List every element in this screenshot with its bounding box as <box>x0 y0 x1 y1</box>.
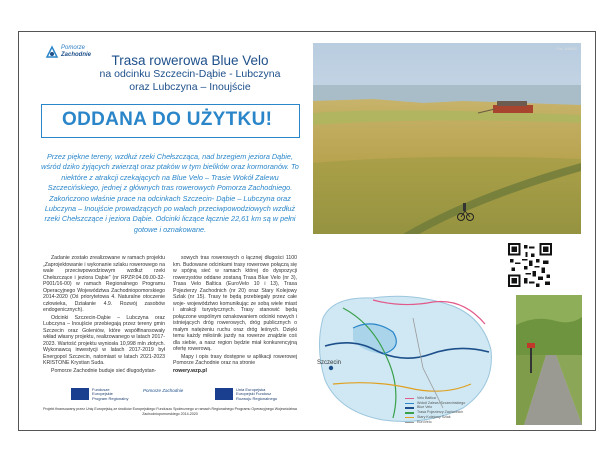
legend-item: Wokół Zalewu Szczecińskiego <box>405 401 465 406</box>
eu1-line1: Fundusze <box>92 387 110 392</box>
col1-paragraph-3: Pomorze Zachodnie buduje sieć długodystan- <box>51 367 157 374</box>
qr-code-icon[interactable] <box>508 243 552 287</box>
information-board <box>18 31 596 431</box>
bike-path-photo <box>516 295 582 425</box>
legend-item: Stary Kolejowy Szlak <box>405 415 465 420</box>
legend-item: Blue Velo <box>405 405 465 410</box>
title-line1: Trasa rowerowa Blue Velo <box>111 53 269 68</box>
headline: ODDANA DO UŻYTKU! <box>62 109 273 130</box>
body-column-1 <box>43 255 165 375</box>
board-title <box>75 53 305 94</box>
photo-credit: Fot. UMWZ <box>556 46 577 51</box>
eu-flag-icon <box>215 388 233 400</box>
region-logo-icon <box>45 45 59 59</box>
col2-paragraph-1: sowych tras rowerowych o łącznej długości 1100 km. Budowane odcinkami trasy rowerowe połączą się w spójną sieć w ramach której do dyspozycji rowerzystów oddane zostaną Trasa Blue Velo (nr 3), Trasa Velo Baltica (EuroVelo 10 i 13), Trasa Pojezierzy Zachodnich (nr 20) oraz Stary Kolejowy Szlak (nr 15). Trasy te będą przebiegały przez całe woje- województwo komunikując ze sobą wiele miast i atrakcji turystycznych. Trasy stanowić będą połączone wspólnym oznakowaniem odcinki nowych i istniejących dróg rowerowych, dróg publicznych o małym natężeniu ruchu oraz dróg leśnych. Dzięki temu każdy miłośnik jazdy na rowerze znajdzie coś dla siebie, a nasz region będzie miał konkurencyjną ofertę rowerową. <box>173 255 297 352</box>
headline-box <box>41 104 300 138</box>
logo-text-line1: Pomorze <box>61 45 86 51</box>
title-line3: oraz Lubczyna – Inoujście <box>129 81 251 93</box>
col1-paragraph-1: Zadanie zostało zrealizowane w ramach projektu „Zaprojektowanie i wykonanie szlaku rowerowego na wale przeciwpowodziowym wzdłuż rzeki Chełszczące i jeziora Dąbie” (nr RPZP.04.09.00-32-P001/16-00) w ramach Regionalnego Programu Operacyjnego Województwa Zachodniopomorskiego 2014-2020 (Oś priorytetowa 4. Naturalne otoczenie człowieka, Działanie 4.9. Rozwój zasobów endogenicznych). <box>43 255 165 313</box>
legend-item: EuroVelo <box>405 420 465 425</box>
map-legend <box>405 396 465 424</box>
wzp-logo: Pomorze Zachodnie <box>143 388 184 393</box>
logo-text-line2: Zachodnie <box>61 52 92 58</box>
body-column-2 <box>173 255 297 374</box>
eu1-line2: Europejskie <box>92 391 113 397</box>
website-link[interactable]: rowery.wzp.pl <box>173 367 207 374</box>
col2-paragraph-2: Mapy i opis trasy dostępne w aplikacji rowerowej Pomorze Zachodnie oraz na stronie <box>173 353 297 366</box>
map-city-label: Szczecin <box>317 360 342 366</box>
title-line2: na odcinku Szczecin-Dąbie - Lubczyna <box>99 68 281 80</box>
lake-landscape-photo <box>313 43 581 234</box>
eu2-line3: Rozwoju Regionalnego <box>236 395 278 401</box>
eu2-line1: Unia Europejska <box>236 387 266 392</box>
eu2-line2: Europejski Fundusz <box>236 391 272 397</box>
legend-item: Velo Baltica <box>405 396 465 401</box>
intro-paragraph: Przez piękne tereny, wzdłuż rzeki Chełszcząca, nad brzegiem jeziora Dąbie, wśród dziko żyjących zwierząt oraz ptaków w tym bielików oraz kormoranów. To niektóre z atrakcji czekających na Blue Velo – Trasie Wokół Zalewu Szczecińskiego, jednej z głównych tras rowerowych Pomorza Zachodniego. Zakończono właśnie prace na odcinkach Szczecin- Dąbie – Lubczyna oraz Lubczyna – Inoujście prowadzących po wałach przeciwpowodziowych wzdłuż rzeki Chełszczące i jeziora Dąbie. Odcinki liczące łącznie 22,61 km są w pełni gotowe i oznakowane. <box>41 152 299 234</box>
legend-item: Trasa Pojezierzy Zachodnich <box>405 410 465 415</box>
eu-flag-icon <box>71 388 89 400</box>
eu1-line3: Program Regionalny <box>92 395 129 401</box>
col1-paragraph-2: Odcinki Szczecin-Dąbie – Lubczyna oraz Lubczyna – Inoujście przebiegają przez tereny gmin Szczecin oraz Goleniów, które współfinansowały wkład własny projektu, realizowanego w latach 2017-2023. Wartość projektu wyniosła 10,998 mln złotych. Wykonawcą inwestycji w latach 2017-2019 był Energopol Szczecin, natomiast w latach 2021-2023 KRISTONE Krystian Suda. <box>43 314 165 366</box>
funding-footer: Projekt finansowany przez Unię Europejską ze środków Europejskiego Funduszu Społecznego w ramach Regionalnego Programu Operacyjnego Województwa Zachodniopomorskiego 2014-2020 <box>43 407 297 416</box>
